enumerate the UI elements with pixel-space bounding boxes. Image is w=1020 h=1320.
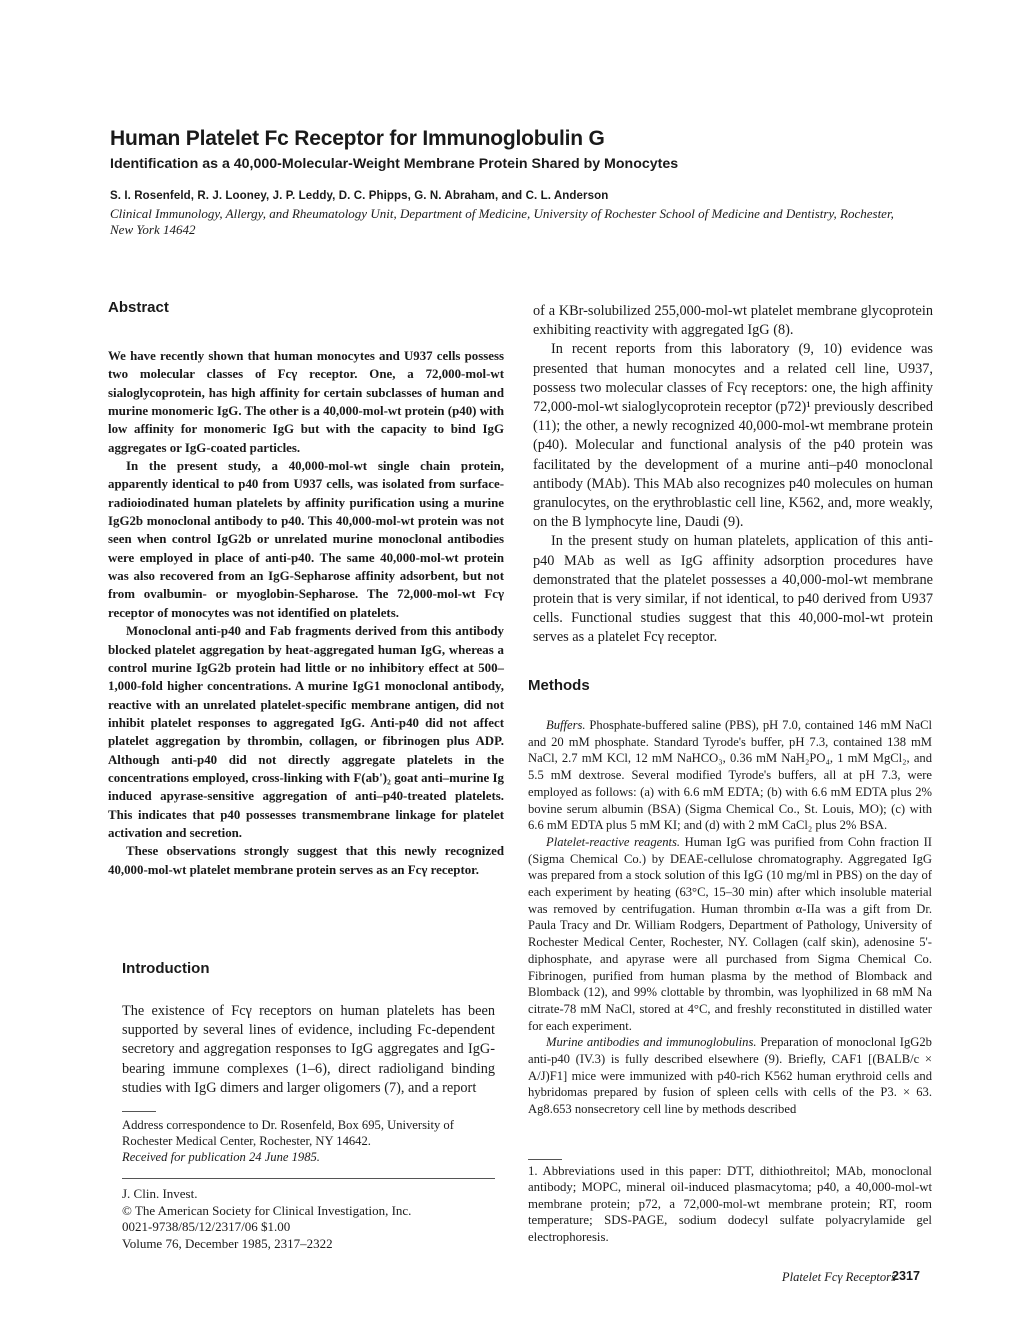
methods-paragraph-buffers (528, 717, 932, 834)
abstract-paragraph: Monoclonal anti-p40 and Fab fragments derived from this antibody blocked platelet aggregation by heat-aggregated human IgG, whereas a control murine IgG2b protein had little or no inhibitory effect at 500–1,000-fold higher concentrations. A murine IgG1 monoclonal antibody, reactive with an unrelated platelet-specific membrane antigen, did not inhibit platelet responses to aggregated IgG. Anti-p40 did not affect platelet aggregation by thrombin, collagen, or fibrinogen plus ADP. Although anti-p40 did not directly aggregate platelets in the concentrations employed, cross-linking with F(ab')₂ goat anti–murine Ig induced apyrase-sensitive aggregation of anti–p40-treated platelets. This indicates that p40 possesses transmembrane linkage for platelet activation and secretion. (108, 624, 504, 840)
methods-body (528, 717, 932, 1118)
abstract-paragraph: In the present study, a 40,000-mol-wt single chain protein, apparently identical to p40 from U937 cells, was isolated from surface-radioiodinated human platelets by affinity purification using a murine IgG2b monoclonal antibody to p40. This 40,000-mol-wt protein was not seen when control IgG2b or unrelated murine monoclonal antibodies were employed in place of anti-p40. The same 40,000-mol-wt protein was also recovered from an IgG-Sepharose affinity adsorbent, but not from ovalbumin- or myoglobin-Sepharose. The 72,000-mol-wt Fcγ receptor of monocytes was not identified on platelets. (108, 459, 504, 620)
journal-info (122, 1186, 495, 1252)
author-list: S. I. Rosenfeld, R. J. Looney, J. P. Leddy, D. C. Phipps, G. N. Abraham, and C. L. Anderson (110, 190, 609, 202)
buffers-text: Phosphate-buffered saline (PBS), pH 7.0, contained 146 mM NaCl and 20 mM phosphate. Standard Tyrode's buffer, pH 7.3, contained 138 mM NaCl, 2.7 mM KCl, 12 mM NaHCO₃, 0.36 mM NaH₂PO₄, 1 mM MgCl₂, and 5.5 mM dextrose. Several modified Tyrode's buffers, all at pH 7.3, were employed as follows: (a) with 6.6 mM EDTA; (b) with 6.6 mM EDTA plus 2% bovine serum albumin (BSA) (Sigma Chemical Co., St. Louis, MO); (c) with 6.6 mM EDTA plus 5 mM KI; and (d) with 2 mM CaCl₂ plus 2% BSA. (528, 718, 932, 833)
reagents-text: Human IgG was purified from Cohn fraction II (Sigma Chemical Co.) by DEAE-cellulose chromatography. Aggregated IgG was prepared from a stock solution of this IgG (10 mg/ml in PBS) on the day of each experiment by heating (63°C, 15–30 min) after which insoluble material was removed by centrifugation. Human thrombin α-IIa was a gift from Dr. Paula Tracy and Dr. William Rodgers, Department of Pathology, University of Rochester Medical Center, Rochester, NY. Collagen (calf skin), adenosine 5'-diphosphate, and apyrase were all purchased from Sigma Chemical Co. Fibrinogen, purified from human plasma by the method of Blomback and Blomback (12), and 99% clottable by thrombin, was lyophilized in 68 mM Na citrate-78 mM NaCl, stored at 4°C, and freshly reconstituted in distilled water for each experiment. (528, 834, 932, 1033)
introduction-heading: Introduction (122, 960, 210, 977)
journal-issn: 0021-9738/85/12/2317/06 $1.00 (122, 1219, 291, 1235)
correspondence-address: Address correspondence to Dr. Rosenfeld, Box 695, University of Rochester Medical Center, Rochester, NY 14642. (122, 1118, 454, 1148)
methods-heading: Methods (528, 677, 590, 694)
abstract-paragraph: We have recently shown that human monocytes and U937 cells possess two molecular classes of Fcγ receptor. One, a 72,000-mol-wt sialoglycoprotein, has high affinity for certain subclasses of human and murine monomeric IgG. The other is a 40,000-mol-wt protein (p40) with low affinity for monomeric IgG but with the capacity to bind IgG aggregates or IgG-coated particles. (108, 349, 505, 455)
murine-runin-heading: Murine antibodies and immunoglobulins. (546, 1035, 757, 1050)
abbreviations-footnote: 1. Abbreviations used in this paper: DTT, dithiothreitol; MAb, monoclonal antibody; MOPC, mineral oil-induced plasmacytoma; p40, a 40,000-mol-wt membrane protein; p72, a 72,000-mol-wt membrane protein; RT, room temperature; SDS-PAGE, sodium dodecyl sulfate polyacrylamide gel electrophoresis. (528, 1164, 932, 1244)
introduction-body-left (122, 1002, 495, 1098)
correspondence-block (122, 1117, 495, 1165)
methods-paragraph-murine (528, 1034, 932, 1118)
journal-copyright: © The American Society for Clinical Investigation, Inc. (122, 1202, 412, 1218)
intro-paragraph-continued: of a KBr-solubilized 255,000-mol-wt platelet membrane glycoprotein exhibiting reactivity with aggregated IgG (8). (533, 303, 933, 339)
abstract-heading: Abstract (108, 299, 169, 316)
murine-text: Preparation of monoclonal IgG2b anti-p40 (IV.3) is fully described elsewhere (9). Briefly, CAF1 [(BALB/c × A/J)F1] mice were immunized with p40-rich K562 human erythroid cells and hybridomas prepared by fusion of spleen cells with cells of the P3. × 63. Ag8.653 nonsecretory cell line by methods described (528, 1035, 932, 1117)
buffers-runin-heading: Buffers. (546, 718, 586, 732)
journal-name: J. Clin. Invest. (122, 1186, 198, 1201)
received-date: Received for publication 24 June 1985. (122, 1150, 320, 1164)
footnote-divider (122, 1111, 156, 1112)
author-affiliation: Clinical Immunology, Allergy, and Rheumatology Unit, Department of Medicine, University of Rochester School of Medicine and Dentistry, Rochester, New York 14642 (110, 206, 894, 237)
journal-volume: Volume 76, December 1985, 2317–2322 (122, 1235, 333, 1251)
article-subtitle: Identification as a 40,000-Molecular-Weight Membrane Protein Shared by Monocytes (110, 156, 679, 172)
page-number: 2317 (891, 1269, 920, 1283)
running-title: Platelet Fcγ Receptors (781, 1270, 896, 1284)
abstract-paragraph: These observations strongly suggest that this newly recognized 40,000-mol-wt platelet membrane protein serves as an Fcγ receptor. (108, 844, 504, 877)
introduction-body-right (533, 302, 933, 648)
article-title: Human Platelet Fc Receptor for Immunoglobulin G (110, 127, 605, 150)
methods-paragraph-reagents (528, 834, 932, 1034)
footnote-rule (528, 1159, 562, 1160)
abstract-body (108, 347, 504, 879)
intro-paragraph: In the present study on human platelets, application of this anti-p40 MAb as well as IgG affinity adsorption procedures have demonstrated that the platelet possesses a 40,000-mol-wt membrane protein that is very similar, if not identical, to p40 derived from U937 cells. Functional studies suggest that this 40,000-mol-wt protein serves as a platelet Fcγ receptor. (533, 533, 933, 646)
journal-divider (122, 1178, 495, 1179)
intro-paragraph: The existence of Fcγ receptors on human platelets has been supported by several lines of evidence, including Fc-dependent secretory and aggregation responses to IgG aggregates and IgG-bearing immune complexes (1–6), direct radioligand binding studies with IgG dimers and larger oligomers (7), and a report (122, 1003, 495, 1096)
reagents-runin-heading: Platelet-reactive reagents. (546, 834, 681, 849)
intro-paragraph: In recent reports from this laboratory (9, 10) evidence was presented that human monocytes and a related cell line, U937, possess two molecular classes of Fcγ receptors: one, the high affinity 72,000-mol-wt sialoglycoprotein receptor (p72)¹ previously described (11); the other, a newly recognized 40,000-mol-wt membrane protein (p40). Molecular and functional analysis of the p40 protein was facilitated by the development of a murine anti–p40 monoclonal antibody (MAb). This MAb also recognizes p40 molecules on human granulocytes, on the erythroblastic cell line, K562, and, more weakly, on the B lymphocyte line, Daudi (9). (533, 341, 933, 531)
